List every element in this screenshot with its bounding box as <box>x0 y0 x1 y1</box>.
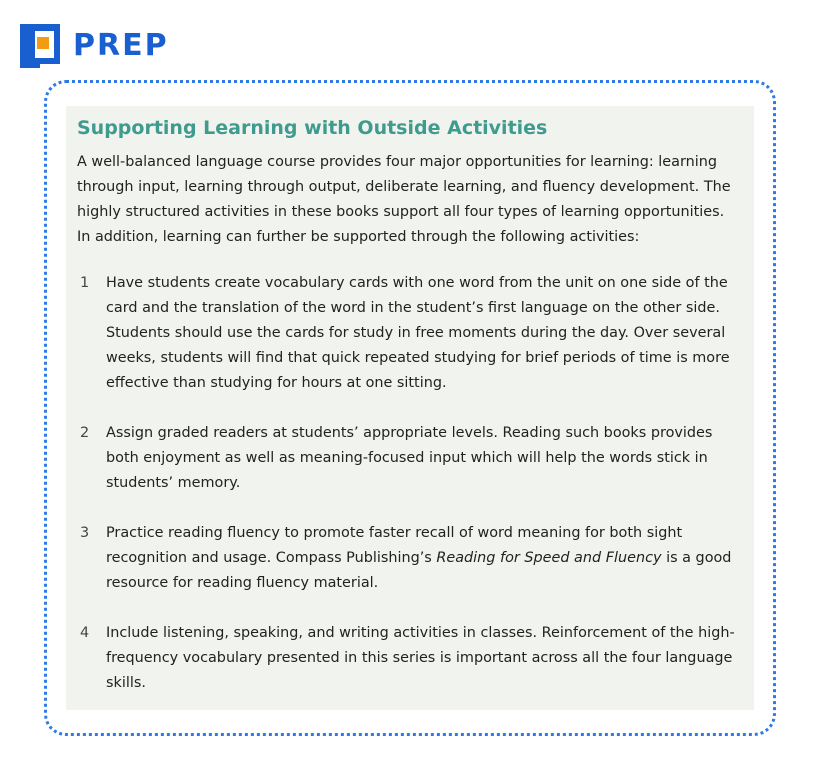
scanned-page <box>66 106 754 710</box>
section-heading: Supporting Learning with Outside Activities <box>77 117 548 139</box>
item-number: 4 <box>80 625 90 641</box>
intro-paragraph: A well-balanced language course provides four major opportunities for learning: learning through input, learning through output, deliberate learning, and fluency development. The highly structured activities in these books support all four types of learning opportunities. In addition, learning can further be supported through the following activities: <box>77 154 731 245</box>
list-item <box>77 421 742 496</box>
list-item <box>77 621 742 696</box>
activity-list <box>77 271 742 696</box>
item-text: Assign graded readers at students’ appropriate levels. Reading such books provides both enjoyment as well as meaning-focused input which will help the words stick in students’ memory. <box>106 425 713 491</box>
item-number: 1 <box>80 275 90 291</box>
prep-logo[interactable] <box>20 24 169 68</box>
item-number: 3 <box>80 525 90 541</box>
item-text: Have students create vocabulary cards with one word from the unit on one side of the card and the translation of the word in the student’s first language on the other side. Students should use the cards for study in free moments during the day. Over several weeks, students will find that quick repeated studying for brief periods of time is more effective than studying for hours at one sitting. <box>106 275 730 391</box>
book-title: Reading for Speed and Fluency <box>436 550 662 566</box>
item-text: Include listening, speaking, and writing activities in classes. Reinforcement of the high-frequency vocabulary presented in this series is important across all the four language skills. <box>106 625 735 691</box>
prep-logo-icon <box>20 24 64 68</box>
item-number: 2 <box>80 425 90 441</box>
list-item <box>77 521 742 596</box>
item-text-start: Practice reading fluency to promote faster recall of word meaning for both sight recognition and usage. Compass Publishing’s <box>106 525 683 566</box>
item-text <box>106 525 731 591</box>
list-item <box>77 271 742 396</box>
item-text-end: is a good resource for reading fluency material. <box>106 550 732 591</box>
brand-name: PREP <box>73 28 169 63</box>
